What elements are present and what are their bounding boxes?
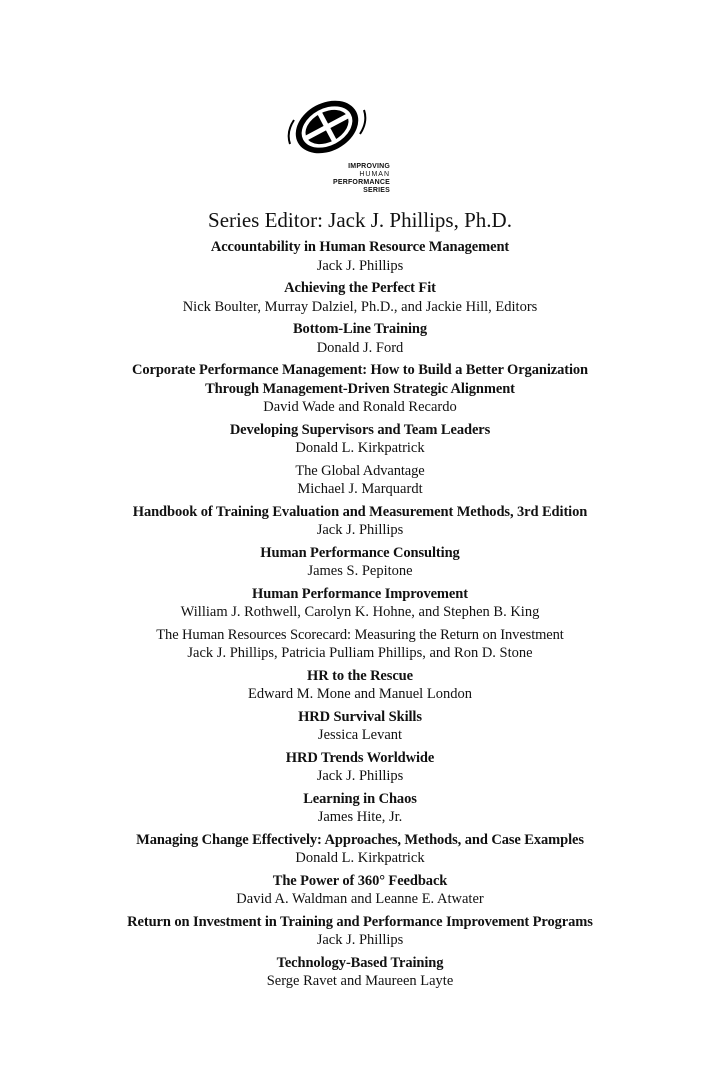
book-authors: Jack J. Phillips <box>316 768 404 784</box>
logo-caption-line: IMPROVING <box>348 163 390 170</box>
book-authors: Jack J. Phillips, Patricia Pulliam Phillips, and Ron D. Stone <box>187 645 533 661</box>
book-entry <box>0 667 720 704</box>
book-entry <box>0 872 720 909</box>
logo-caption-line: SERIES <box>363 187 390 194</box>
book-title: Return on Investment in Training and Performance Improvement Programs <box>127 913 593 930</box>
book-title-continued: Through Management-Driven Strategic Alignment <box>205 380 515 397</box>
book-authors: Jack J. Phillips <box>316 257 404 274</box>
book-title: Bottom-Line Training <box>292 321 427 337</box>
book-title: Corporate Performance Management: How to Build a Better Organization <box>131 362 589 378</box>
book-authors: Jack J. Phillips <box>316 932 404 948</box>
book-authors: James Hite, Jr. <box>317 809 403 825</box>
book-authors: William J. Rothwell, Carolyn K. Hohne, and Stephen B. King <box>180 604 540 620</box>
book-authors: Donald J. Ford <box>316 339 404 356</box>
book-authors: Michael J. Marquardt <box>297 481 423 497</box>
series-editor-heading: Series Editor: Jack J. Phillips, Ph.D. <box>208 208 512 232</box>
book-title: Managing Change Effectively: Approaches, Methods, and Case Examples <box>136 831 584 848</box>
book-authors: Serge Ravet and Maureen Layte <box>266 973 454 989</box>
book-entry <box>0 279 720 316</box>
book-authors: David A. Waldman and Leanne E. Atwater <box>236 891 484 907</box>
book-title: HRD Trends Worldwide <box>285 749 435 766</box>
book-authors: Donald L. Kirkpatrick <box>295 440 425 456</box>
book-authors: Edward M. Mone and Manuel London <box>248 686 472 702</box>
book-title: HRD Survival Skills <box>298 708 422 725</box>
book-entry <box>0 749 720 786</box>
book-title: The Power of 360° Feedback <box>272 872 448 889</box>
book-title: The Global Advantage <box>295 462 425 479</box>
series-logo-icon <box>284 92 370 162</box>
book-entry <box>0 503 720 540</box>
book-title: Developing Supervisors and Team Leaders <box>229 421 491 438</box>
book-title: HR to the Rescue <box>307 667 413 684</box>
book-entry <box>0 462 720 499</box>
book-title: Accountability in Human Resource Management <box>210 239 510 255</box>
book-entry <box>0 320 720 357</box>
book-title: Achieving the Perfect Fit <box>284 280 436 296</box>
book-entry <box>0 361 720 417</box>
book-title: Human Performance Improvement <box>252 585 468 602</box>
book-authors: Donald L. Kirkpatrick <box>295 850 425 866</box>
book-entry <box>0 790 720 827</box>
book-title: Human Performance Consulting <box>260 544 460 561</box>
book-authors: Jack J. Phillips <box>316 522 404 538</box>
book-title: Handbook of Training Evaluation and Measurement Methods, 3rd Edition <box>132 503 588 520</box>
book-entry <box>0 708 720 745</box>
book-entry <box>0 831 720 868</box>
book-title: Technology-Based Training <box>276 954 444 971</box>
book-entry <box>0 544 720 581</box>
book-list <box>0 238 720 995</box>
book-entry <box>0 421 720 458</box>
book-authors: Jessica Levant <box>317 727 403 743</box>
book-entry <box>0 626 720 663</box>
book-entry <box>0 585 720 622</box>
book-authors: Nick Boulter, Murray Dalziel, Ph.D., and Jackie Hill, Editors <box>182 298 538 315</box>
logo-caption-line: HUMAN <box>359 171 390 178</box>
book-title: The Human Resources Scorecard: Measuring the Return on Investment <box>156 626 564 643</box>
book-authors: David Wade and Ronald Recardo <box>263 399 457 415</box>
book-entry <box>0 954 720 991</box>
logo-caption <box>320 163 390 195</box>
book-entry <box>0 238 720 275</box>
logo-caption-line: PERFORMANCE <box>332 179 390 186</box>
book-title: Learning in Chaos <box>303 790 417 807</box>
book-authors: James S. Pepitone <box>307 563 413 579</box>
book-entry <box>0 913 720 950</box>
